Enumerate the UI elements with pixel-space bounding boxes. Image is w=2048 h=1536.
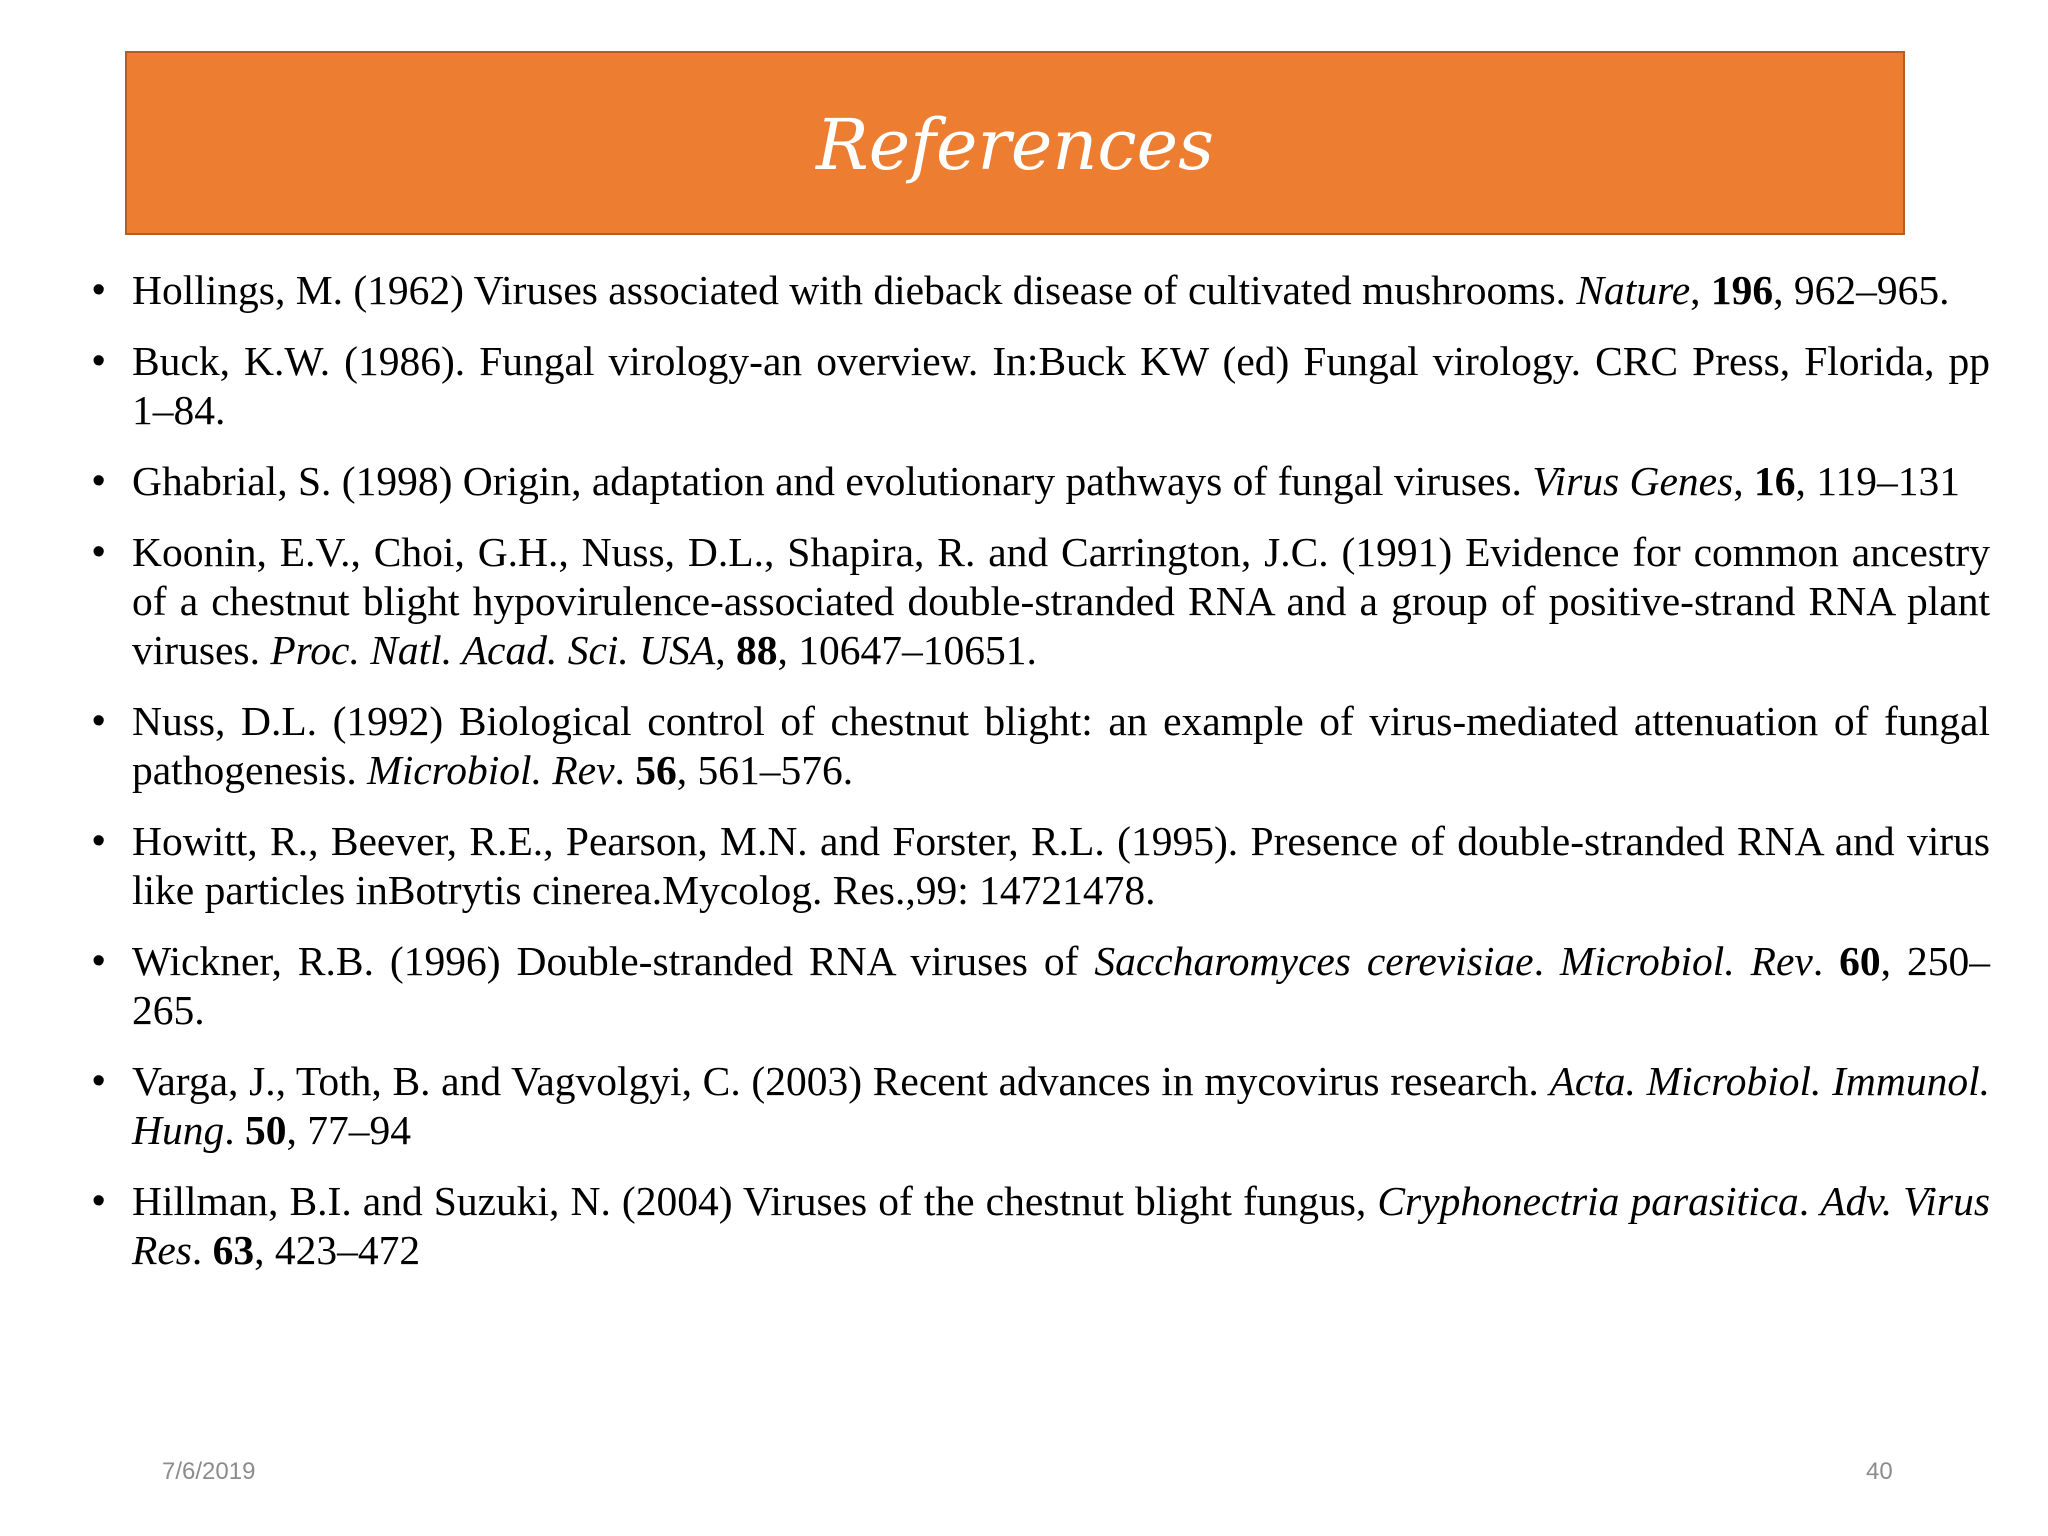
page-range: , 423–472 [254, 1227, 421, 1273]
volume-number: 16 [1754, 458, 1796, 504]
bullet-icon: • [92, 940, 106, 982]
reference-text: Hillman, B.I. and Suzuki, N. (2004) Viruses of the chestnut blight fungus, [132, 1178, 1378, 1224]
separator: . [614, 747, 636, 793]
bullet-icon: • [92, 460, 106, 502]
volume-number: 56 [635, 747, 677, 793]
reference-item [92, 1057, 1990, 1155]
reference-text: Nuss, D.L. (1992) Biological control of chestnut blight: an example of virus-mediated attenuation of fungal pathogenesis. [132, 698, 1990, 793]
reference-item [92, 457, 1990, 506]
separator: . [191, 1227, 213, 1273]
reference-text: Ghabrial, S. (1998) Origin, adaptation and evolutionary pathways of fungal viruses. [132, 458, 1533, 504]
title-bar [125, 51, 1905, 235]
reference-list [92, 266, 1990, 1297]
journal-name: Nature [1576, 267, 1691, 313]
reference-item [92, 528, 1990, 675]
bullet-icon: • [92, 1180, 106, 1222]
page-range: , 77–94 [286, 1107, 411, 1153]
separator: . [1812, 938, 1840, 984]
journal-name: Virus Genes [1532, 458, 1734, 504]
separator: , [1690, 267, 1711, 313]
reference-text: Buck, K.W. (1986). Fungal virology-an overview. In:Buck KW (ed) Fungal virology. CRC Press, Florida, pp 1–84. [132, 338, 1990, 433]
page-range: , 250–265. [132, 938, 1990, 1033]
separator: . [1798, 1178, 1821, 1224]
volume-number: 50 [244, 1107, 287, 1153]
reference-item [92, 337, 1990, 435]
page-range: , 962–965. [1773, 267, 1950, 313]
journal-name: Acta. Microbiol. Immunol. Hung [132, 1058, 1990, 1153]
reference-item [92, 266, 1990, 315]
page-range: , 10647–10651. [777, 627, 1037, 673]
species-name: Saccharomyces cerevisiae [1094, 938, 1534, 984]
reference-text: Varga, J., Toth, B. and Vagvolgyi, C. (2003) Recent advances in mycovirus research. [132, 1058, 1550, 1104]
species-name: Cryphonectria parasitica [1377, 1178, 1799, 1224]
journal-name: Microbiol. Rev [367, 747, 615, 793]
journal-name: Microbiol. Rev [1559, 938, 1813, 984]
reference-item [92, 697, 1990, 795]
bullet-icon: • [92, 700, 106, 742]
reference-text: Koonin, E.V., Choi, G.H., Nuss, D.L., Shapira, R. and Carrington, J.C. (1991) Evidence for common ancestry of a chestnut blight hypovirulence-associated double-stranded RNA and a group of positive-strand RNA plant viruses. [132, 529, 1990, 673]
reference-item [92, 1177, 1990, 1275]
page-range: , 119–131 [1795, 458, 1960, 504]
page-number: 40 [1866, 1458, 1893, 1485]
volume-number: 63 [212, 1227, 255, 1273]
journal-name: Adv. Virus Res [132, 1178, 1990, 1273]
bullet-icon: • [92, 1060, 106, 1102]
reference-item [92, 817, 1990, 915]
separator: , [1733, 458, 1754, 504]
bullet-icon: • [92, 340, 106, 382]
reference-item [92, 937, 1990, 1035]
reference-text: Hollings, M. (1962) Viruses associated with dieback disease of cultivated mushrooms. [132, 267, 1577, 313]
reference-text: Wickner, R.B. (1996) Double-stranded RNA viruses of [132, 938, 1095, 984]
separator: . [224, 1107, 245, 1153]
page-range: , 561–576. [676, 747, 854, 793]
journal-name: Proc. Natl. Acad. Sci. USA [270, 627, 716, 673]
volume-number: 196 [1710, 267, 1774, 313]
volume-number: 60 [1839, 938, 1881, 984]
bullet-icon: • [92, 531, 106, 573]
volume-number: 88 [736, 627, 778, 673]
separator: , [715, 627, 736, 673]
footer-date: 7/6/2019 [162, 1458, 256, 1485]
bullet-icon: • [92, 820, 106, 862]
bullet-icon: • [92, 269, 106, 311]
reference-text: Howitt, R., Beever, R.E., Pearson, M.N. and Forster, R.L. (1995). Presence of double-stranded RNA and virus like particles inBotrytis cinerea.Mycolog. Res.,99: 14721478. [132, 818, 1990, 913]
slide-title: References [816, 104, 1214, 186]
separator: . [1533, 938, 1560, 984]
